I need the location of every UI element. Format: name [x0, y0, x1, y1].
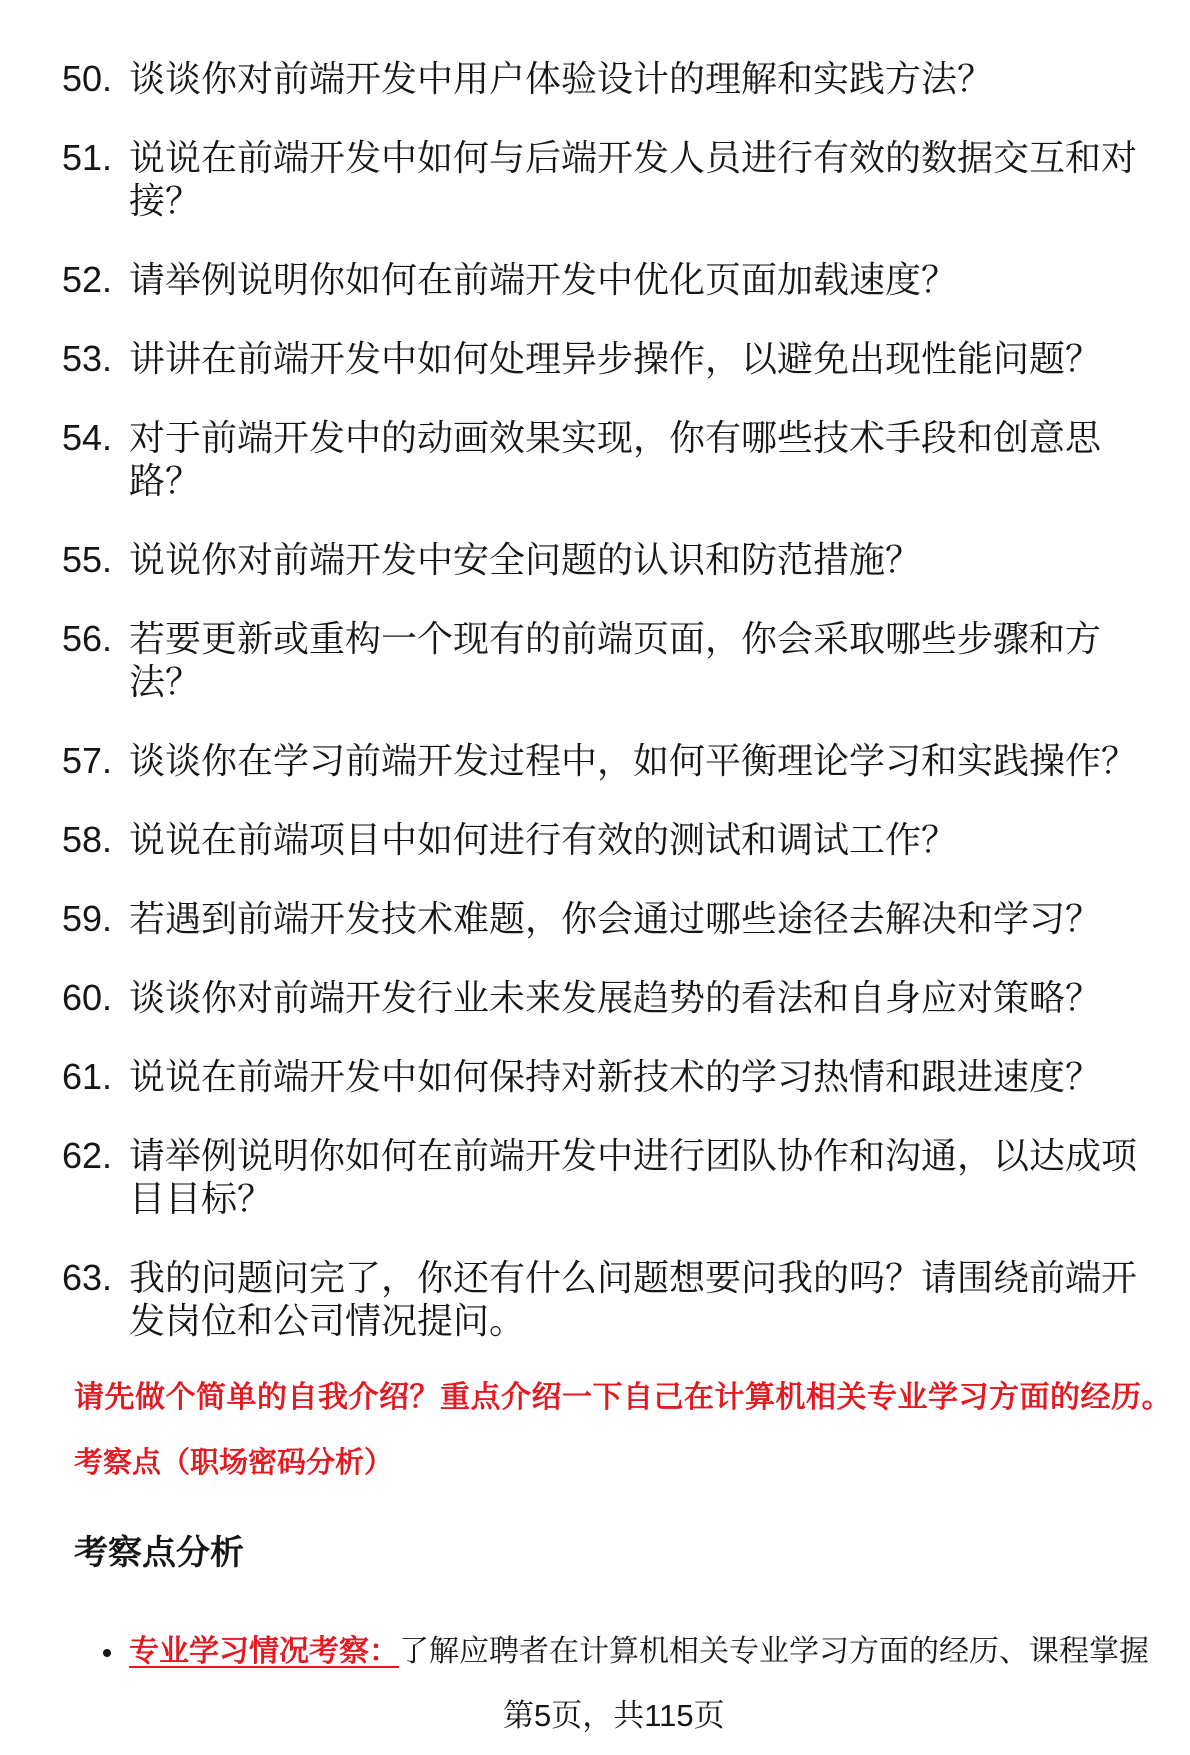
question-number: 55.	[62, 539, 113, 580]
question-number: 50.	[62, 58, 113, 99]
list-item	[62, 538, 1190, 581]
question-text: 说说在前端开发中如何保持对新技术的学习热情和跟进速度？	[129, 1056, 1102, 1097]
list-item	[62, 818, 1190, 861]
bullet-item	[0, 1632, 1190, 1672]
list-item	[62, 1055, 1190, 1098]
question-text: 说说在前端开发中如何与后端开发人员进行有效的数据交互和对接？	[129, 137, 1138, 221]
list-item	[62, 739, 1190, 782]
question-text: 若遇到前端开发技术难题，你会通过哪些途径去解决和学习？	[129, 898, 1102, 939]
list-item	[62, 136, 1190, 222]
question-number: 58.	[62, 819, 113, 860]
list-item	[62, 617, 1190, 703]
question-text: 谈谈你对前端开发中用户体验设计的理解和实践方法？	[129, 58, 994, 99]
question-number: 56.	[62, 618, 113, 659]
question-number: 59.	[62, 898, 113, 939]
question-number: 51.	[62, 137, 113, 178]
question-list	[0, 57, 1190, 1342]
list-item	[62, 897, 1190, 940]
list-item	[62, 1256, 1190, 1342]
question-number: 54.	[62, 417, 113, 458]
question-number: 62.	[62, 1135, 113, 1176]
question-text: 说说在前端项目中如何进行有效的测试和调试工作？	[129, 819, 958, 860]
question-number: 61.	[62, 1056, 113, 1097]
question-text: 谈谈你在学习前端开发过程中，如何平衡理论学习和实践操作？	[129, 740, 1138, 781]
analysis-label: 考察点（职场密码分析）	[74, 1447, 394, 1479]
question-number: 60.	[62, 977, 113, 1018]
question-text: 若要更新或重构一个现有的前端页面，你会采取哪些步骤和方法？	[129, 618, 1102, 702]
question-text: 我的问题问完了，你还有什么问题想要问我的吗？请围绕前端开发岗位和公司情况提问。	[129, 1257, 1138, 1341]
page-footer: 第5页，共115页	[503, 1698, 725, 1733]
question-text: 对于前端开发中的动画效果实现，你有哪些技术手段和创意思路？	[129, 417, 1102, 501]
list-bullet-icon	[103, 1649, 111, 1657]
question-text: 请举例说明你如何在前端开发中优化页面加载速度？	[129, 259, 958, 300]
question-text: 说说你对前端开发中安全问题的认识和防范措施？	[129, 539, 922, 580]
list-item	[62, 258, 1190, 301]
page-content	[0, 57, 1190, 1672]
question-number: 57.	[62, 740, 113, 781]
section-title: 考察点分析	[74, 1534, 244, 1572]
list-item	[62, 1134, 1190, 1220]
question-number: 52.	[62, 259, 113, 300]
bullet-content	[129, 1632, 1149, 1672]
list-item	[62, 416, 1190, 502]
list-item	[62, 337, 1190, 380]
question-number: 53.	[62, 338, 113, 379]
bullet-text: 了解应聘者在计算机相关专业学习方面的经历、课程掌握	[399, 1635, 1149, 1668]
question-number: 63.	[62, 1257, 113, 1298]
question-text: 讲讲在前端开发中如何处理异步操作，以避免出现性能问题？	[129, 338, 1102, 379]
list-item	[62, 976, 1190, 1019]
question-text: 谈谈你对前端开发行业未来发展趋势的看法和自身应对策略？	[129, 977, 1102, 1018]
question-text: 请举例说明你如何在前端开发中进行团队协作和沟通，以达成项目目标？	[129, 1135, 1138, 1219]
list-item	[62, 57, 1190, 100]
interview-question-heading: 请先做个简单的自我介绍？重点介绍一下自己在计算机相关专业学习方面的经历。	[74, 1381, 1172, 1414]
bullet-label: 专业学习情况考察：	[129, 1635, 399, 1668]
